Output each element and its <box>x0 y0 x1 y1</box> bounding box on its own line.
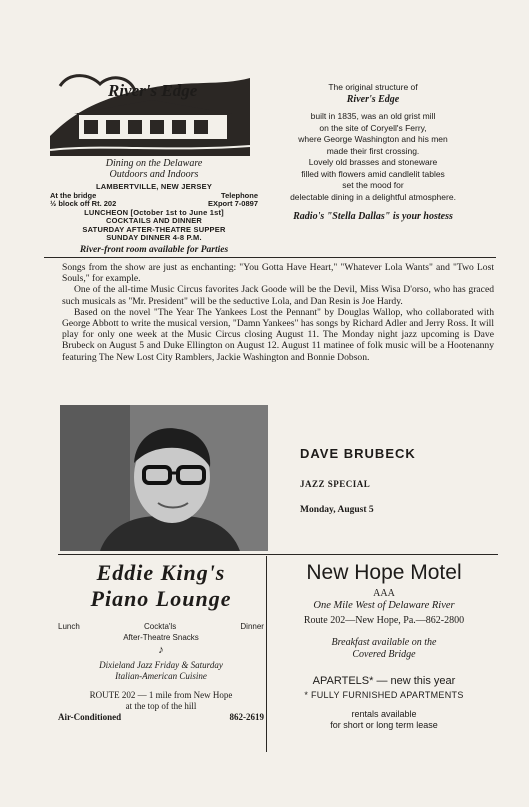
motel-route: Route 202—New Hope, Pa.—862-2800 <box>303 615 465 626</box>
meals-row <box>58 622 264 631</box>
rivers-edge-logo <box>50 66 250 156</box>
brubeck-photo <box>60 405 268 551</box>
desc-line-8: set the mood for <box>342 180 404 190</box>
eddie-king-ad <box>58 560 264 722</box>
desc-line-2: built in 1835, was an old grist mill <box>310 111 436 121</box>
eddie-king-phone: 862-2619 <box>229 712 264 722</box>
cuisine: Italian-American Cuisine <box>115 671 207 681</box>
music-note-icon: ♪ <box>158 644 164 656</box>
brubeck-ad <box>300 446 490 515</box>
desc-line-5: made their first crossing. <box>326 145 420 156</box>
tagline-2: Outdoors and Indoors <box>109 169 199 180</box>
snacks: After-Theatre Snacks <box>123 633 199 642</box>
divider-vertical <box>266 556 267 752</box>
cocktails: Cockta'ls <box>144 622 177 631</box>
rivers-edge-logo-text: River's Edge <box>108 81 198 100</box>
motel-title: New Hope Motel <box>306 561 462 584</box>
off-route: ½ block off Rt. 202 <box>50 199 117 208</box>
article <box>62 262 494 363</box>
divider-top <box>44 257 496 258</box>
rivers-edge-info <box>46 158 262 255</box>
desc-line-7: filled with flowers amid candlelit tables <box>301 168 445 179</box>
desc-line-4: where George Washington and his men <box>298 134 448 144</box>
rivers-edge-description <box>266 82 480 223</box>
lunch: Lunch <box>58 622 80 631</box>
party-room: River-front room available for Parties <box>79 244 229 255</box>
desc-line-9: delectable dining in a delightful atmosphere. <box>290 191 456 202</box>
rentals: rentals available <box>351 709 417 719</box>
desc-line-1: The original structure of <box>328 82 418 92</box>
dinner: Dinner <box>240 622 264 631</box>
aaa: AAA <box>373 588 395 599</box>
radio-hostess: Radio's "Stella Dallas" is your hostess <box>293 211 453 222</box>
supper: SATURDAY AFTER-THEATRE SUPPER <box>82 224 226 234</box>
divider-bottom <box>58 554 498 555</box>
breakfast: Breakfast available on the <box>331 637 437 648</box>
desc-name: River's Edge <box>346 93 400 105</box>
brubeck-subtitle: JAZZ SPECIAL <box>300 479 371 489</box>
rivers-edge-ad <box>46 60 480 255</box>
route: ROUTE 202 — 1 mile from New Hope <box>89 690 233 700</box>
tagline: Dining on the Delaware <box>105 158 203 169</box>
phone: EXport 7-0897 <box>207 199 258 208</box>
new-hope-motel-ad <box>272 560 496 731</box>
lease: for short or long term lease <box>330 720 438 730</box>
desc-line-6: Lovely old brasses and stoneware <box>308 157 438 167</box>
brubeck-date: Monday, August 5 <box>300 505 374 515</box>
sunday: SUNDAY DINNER 4-8 P.M. <box>106 233 202 242</box>
desc-line-3: on the site of Coryell's Ferry, <box>319 122 427 133</box>
cocktails: COCKTAILS AND DINNER <box>105 216 203 225</box>
location-left: At the bridge <box>50 190 97 200</box>
luncheon: LUNCHEON [October 1st to June 1st] <box>84 207 224 217</box>
one-mile-west: One Mile West of Delaware River <box>313 600 455 611</box>
article-paragraph-2: One of the all-time Music Circus favorites Jack Goode will be the Devil, Miss Wisa D'orso, who has graced such musicals as "Mr. President" will be the seductive Lola, and Dan Resin is Joe Hardy. <box>62 284 494 307</box>
eddie-king-title-1: Eddie King's <box>96 560 226 585</box>
dixieland-jazz: Dixieland Jazz Friday & Saturday <box>99 660 223 670</box>
eddie-king-title-2: Piano Lounge <box>90 586 232 611</box>
apartels: APARTELS* — new this year <box>312 675 456 687</box>
covered-bridge: Covered Bridge <box>352 649 416 660</box>
brubeck-name: DAVE BRUBECK <box>300 446 416 461</box>
ac-row <box>58 712 264 722</box>
air-conditioned: Air-Conditioned <box>58 712 122 722</box>
hill: at the top of the hill <box>125 701 197 711</box>
location-right: Telephone <box>221 190 258 200</box>
city: LAMBERTVILLE, NEW JERSEY <box>95 182 213 191</box>
fully-furnished: * FULLY FURNISHED APARTMENTS <box>304 690 464 700</box>
article-paragraph-3: Based on the novel "The Year The Yankees Lost the Pennant" by Douglas Wallop, who collaborated with George Abbott to write the musical version, "Damn Yankees" has songs by Richard Adler and Jerry Ross. It will play for only one week at the Music Circus closing August 11. The Monday night jazz upcoming is Dave Brubeck on August 5 and Duke Ellington on August 12. August 11 matinee of folk music will be a Hootenanny featuring The New Lost City Ramblers, Jackie Washington and Bonnie Dobson. <box>62 306 494 363</box>
article-paragraph-1: Songs from the show are just as enchanting: "You Gotta Have Heart," "Whatever Lola Wants" and "Two Lost Souls," for example. <box>62 262 494 285</box>
